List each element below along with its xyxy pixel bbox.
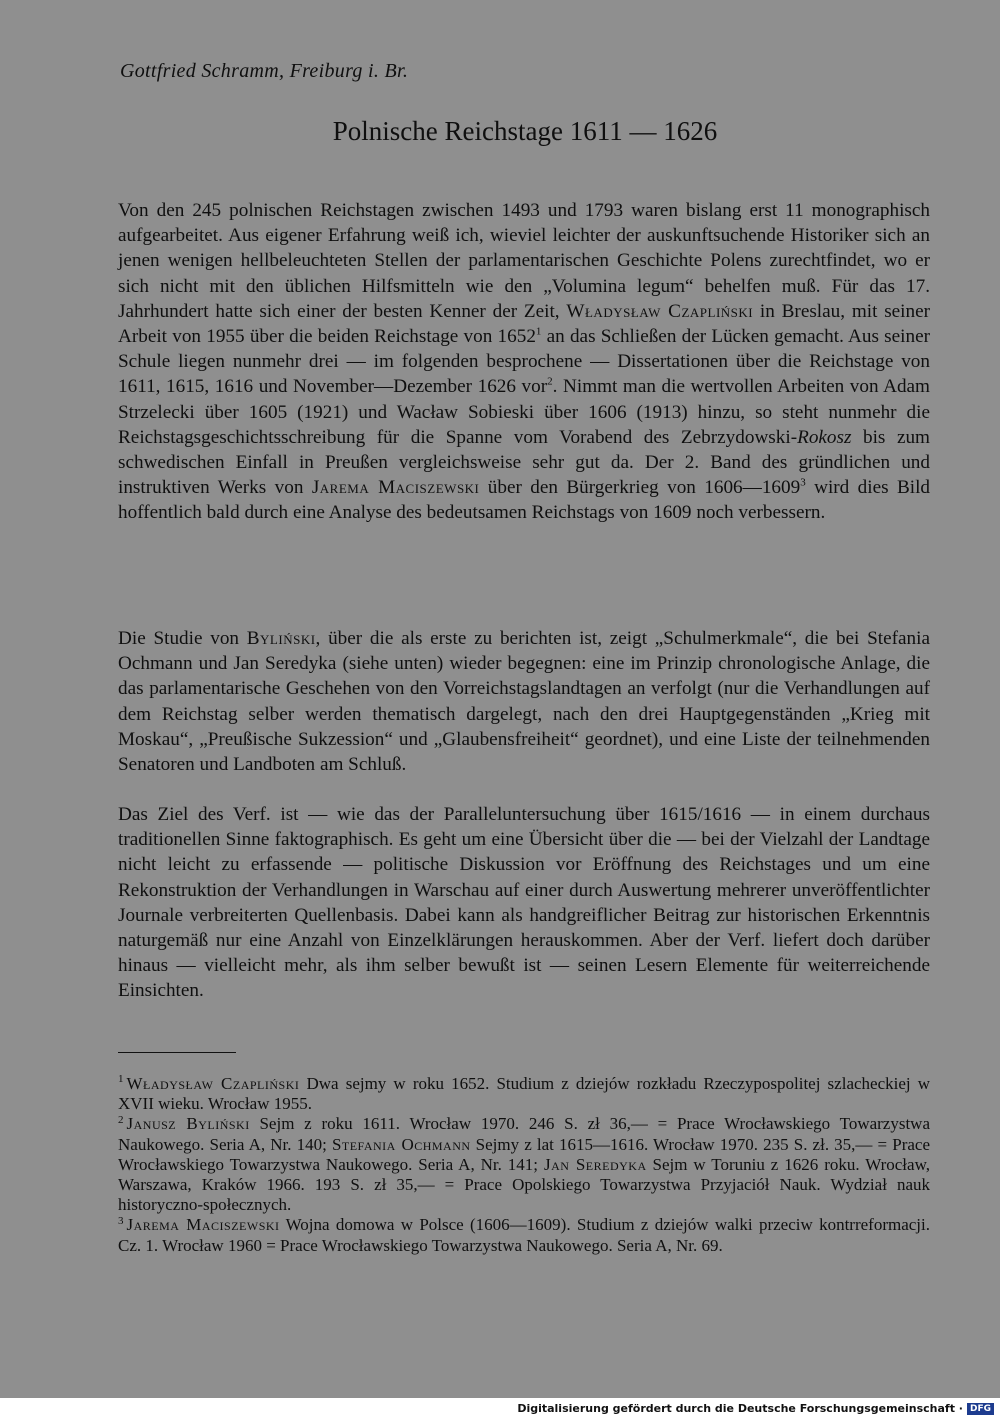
text-run: . Nimmt man die wertvollen Arbeiten von Adam Strzelecki über 1605 (1921) und Wacław Sobieski über 1606 (1913) hinzu, so steht nunmehr die Reichstagsgeschichtsschreibung für die Spanne vom Vorabend des Zebrzydowski-	[118, 376, 930, 448]
dfg-logo-icon: DFG	[967, 1403, 994, 1415]
text-run: Sejm w Toruniu z 1626 roku. Wrocław, Warszawa, Kraków 1966. 193 S. zł 35,— = Prace Opolskiego Towarzystwa Przyjaciół Nauk. Wydział nauk historyczno-społecznych.	[118, 1154, 930, 1215]
text-run: bis zum schwedischen Einfall in Preußen vergleichsweise sehr gut da. Der 2. Band des gründlichen und instruktiven Werks von	[118, 426, 930, 499]
text-run: Dwa sejmy w roku 1652. Studium z dziejów rozkładu Rzeczypospolitej szlacheckiej w XVII wieku. Wrocław 1955.	[118, 1074, 931, 1114]
footnote-number: 2	[118, 1113, 124, 1126]
footnote-ref[interactable]: 3	[800, 476, 806, 489]
text-run: Die Studie von	[118, 628, 247, 649]
body-paragraph-3	[118, 802, 930, 1004]
author-name: Jarema Maciszewski	[126, 1215, 280, 1235]
footnotes	[118, 1074, 930, 1256]
footnote-ref[interactable]: 2	[547, 376, 553, 389]
text-run: Das Ziel des Verf. ist — wie das der Paralleluntersuchung über 1615/1616 — in einem durchaus traditionellen Sinne faktographisch. Es geht um eine Übersicht über die — bei der Vielzahl der Landtage nicht leicht zu erfassende — politische Diskussion vor Eröffnung des Reichstages und um eine Rekonstruktion der Verhandlungen in Warschau auf einer durch Auswertung mehrerer unveröffentlichter Journale verbreiterten Quellenbasis. Dabei kann als handgreiflicher Beitrag zur historischen Erkenntnis naturgemäß nur eine Anzahl von Einzelklärungen herauskommen. Aber der Verf. liefert doch darüber hinaus — vielleicht mehr, als ihm selber bewußt ist — seinen Lesern Elemente für weiterreichende Einsichten.	[118, 804, 930, 1002]
author-name: Stefania Ochmann	[331, 1134, 471, 1154]
footnote-1	[118, 1074, 930, 1114]
footnote-number: 1	[118, 1073, 124, 1086]
text-run: , über die als erste zu berichten ist, zeigt „Schulmerkmale“, die bei Stefania Ochmann und Jan Seredyka (siehe unten) wieder begegnen: eine im Prinzip chronologische Anlage, die das parlamentarische Geschehen von den Vorreichstagslandtagen an verfolgt (nur die Verhandlungen auf dem Reichstag selber werden thematisch dargelegt, nach den drei Hauptgegenständen „Krieg mit Moskau“, „Preußische Sukzession“ und „Glaubensfreiheit“ geordnet), und eine Liste der teilnehmenden Senatoren und Landboten am Schluß.	[118, 628, 930, 776]
funding-notice: Digitalisierung gefördert durch die Deutsche Forschungsgemeinschaft ·	[517, 1402, 963, 1415]
body-paragraph-2	[118, 626, 930, 777]
footnote-ref[interactable]: 1	[535, 325, 542, 338]
author-name: Jarema Maciszewski	[311, 477, 480, 499]
footnote-number: 3	[118, 1214, 124, 1227]
author-name: Jan Seredyka	[543, 1154, 647, 1174]
article-title: Polnische Reichstage 1611 — 1626	[332, 116, 718, 146]
text-run: an das Schließen der Lücken gemacht. Aus seiner Schule liegen nunmehr drei — im folgenden besprochene — Dissertationen über die Reichstage von 1611, 1615, 1616 und November—Dezember 1626 vor	[118, 326, 930, 398]
italic-term: Rokosz	[797, 426, 852, 448]
author-name: Janusz Byliński	[126, 1114, 250, 1134]
text-run: Wojna domowa w Polsce (1606—1609). Studium z dziejów walki przeciw kontrreformacji. Cz. 1. Wrocław 1960 = Prace Wrocławskiego Towarzystwa Naukowego. Seria A, Nr. 69.	[118, 1215, 930, 1255]
author-name: Władysław Czapliński	[126, 1074, 300, 1093]
body-paragraph-1	[118, 198, 930, 526]
text-run: Sejm z roku 1611. Wrocław 1970. 246 S. zł 36,— = Prace Wrocławskiego Towarzystwa Naukowego. Seria A, Nr. 140;	[118, 1114, 931, 1154]
footnote-divider	[118, 1052, 236, 1053]
footnote-2	[118, 1114, 930, 1215]
author-name: Byliński	[246, 628, 316, 649]
text-run: wird dies Bild hoffentlich bald durch eine Analyse des bedeutsamen Reichstags von 1609 noch verbessern.	[118, 477, 931, 524]
text-run: über den Bürgerkrieg von 1606—1609	[479, 477, 801, 499]
text-run: Sejmy z lat 1615—1616. Wrocław 1970. 235 S. zł. 35,— = Prace Wrocławskiego Towarzystwa Naukowego. Seria A, Nr. 141;	[118, 1134, 930, 1174]
text-run: in Breslau, mit seiner Arbeit von 1955 über die beiden Reichstage von 1652	[118, 300, 931, 348]
text-run: Von den 245 polnischen Reichstagen zwischen 1493 und 1793 waren bislang erst 11 monographisch aufgearbeitet. Aus eigener Erfahrung weiß ich, wieviel leichter der auskunftsuchende Historiker sich an jenen wenigen hellbeleuchteten Stellen der parlamentarischen Geschichte Polens zurechtfindet, wo er sich nicht mit den üblichen Hilfsmitteln wie den „Volumina legum“ behelfen muß. Für das 17. Jahrhundert hatte sich einer der besten Kenner der Zeit,	[118, 200, 930, 322]
author-line: Gottfried Schramm, Freiburg i. Br.	[120, 60, 409, 82]
author-name: Władysław Czapliński	[566, 300, 754, 322]
footnote-3	[118, 1215, 930, 1255]
funding-footer	[0, 1398, 1000, 1418]
